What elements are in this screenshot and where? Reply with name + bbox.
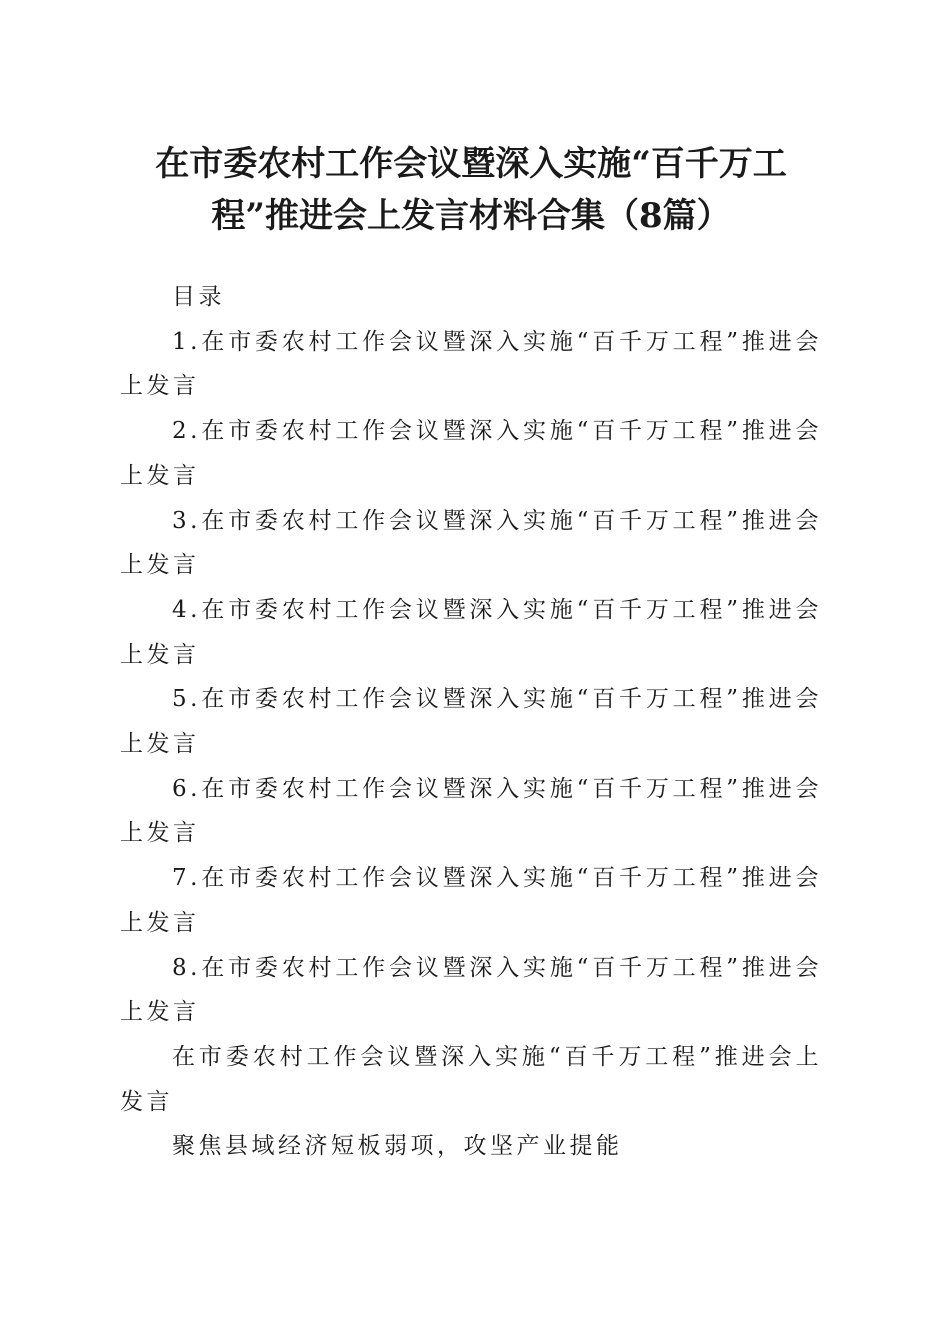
toc-item-1: 1.在市委农村工作会议暨深入实施“百千万工程”推进会上发言 [120, 328, 822, 400]
toc-item-4: 4.在市委农村工作会议暨深入实施“百千万工程”推进会上发言 [120, 596, 822, 668]
toc-item-5: 5.在市委农村工作会议暨深入实施“百千万工程”推进会上发言 [120, 686, 822, 758]
toc-item-7: 7.在市委农村工作会议暨深入实施“百千万工程”推进会上发言 [120, 865, 822, 936]
document-title [120, 138, 822, 242]
toc-heading: 目录 [172, 284, 225, 310]
toc-item-3: 3.在市委农村工作会议暨深入实施“百千万工程”推进会上发言 [120, 507, 822, 579]
title-line-1: 在市委农村工作会议暨深入实施“百千万工 [155, 144, 787, 184]
title-line-2: 程”推进会上发言材料合集（8篇） [211, 196, 731, 236]
toc-item-2: 2.在市委农村工作会议暨深入实施“百千万工程”推进会上发言 [120, 418, 822, 489]
section-subtitle: 聚焦县域经济短板弱项，攻坚产业提能 [172, 1133, 623, 1160]
section-title: 在市委农村工作会议暨深入实施“百千万工程”推进会上发言 [120, 1043, 822, 1115]
toc-item-8: 8.在市委农村工作会议暨深入实施“百千万工程”推进会上发言 [120, 954, 822, 1026]
document-body [120, 275, 822, 1169]
toc-item-6: 6.在市委农村工作会议暨深入实施“百千万工程”推进会上发言 [120, 775, 822, 847]
